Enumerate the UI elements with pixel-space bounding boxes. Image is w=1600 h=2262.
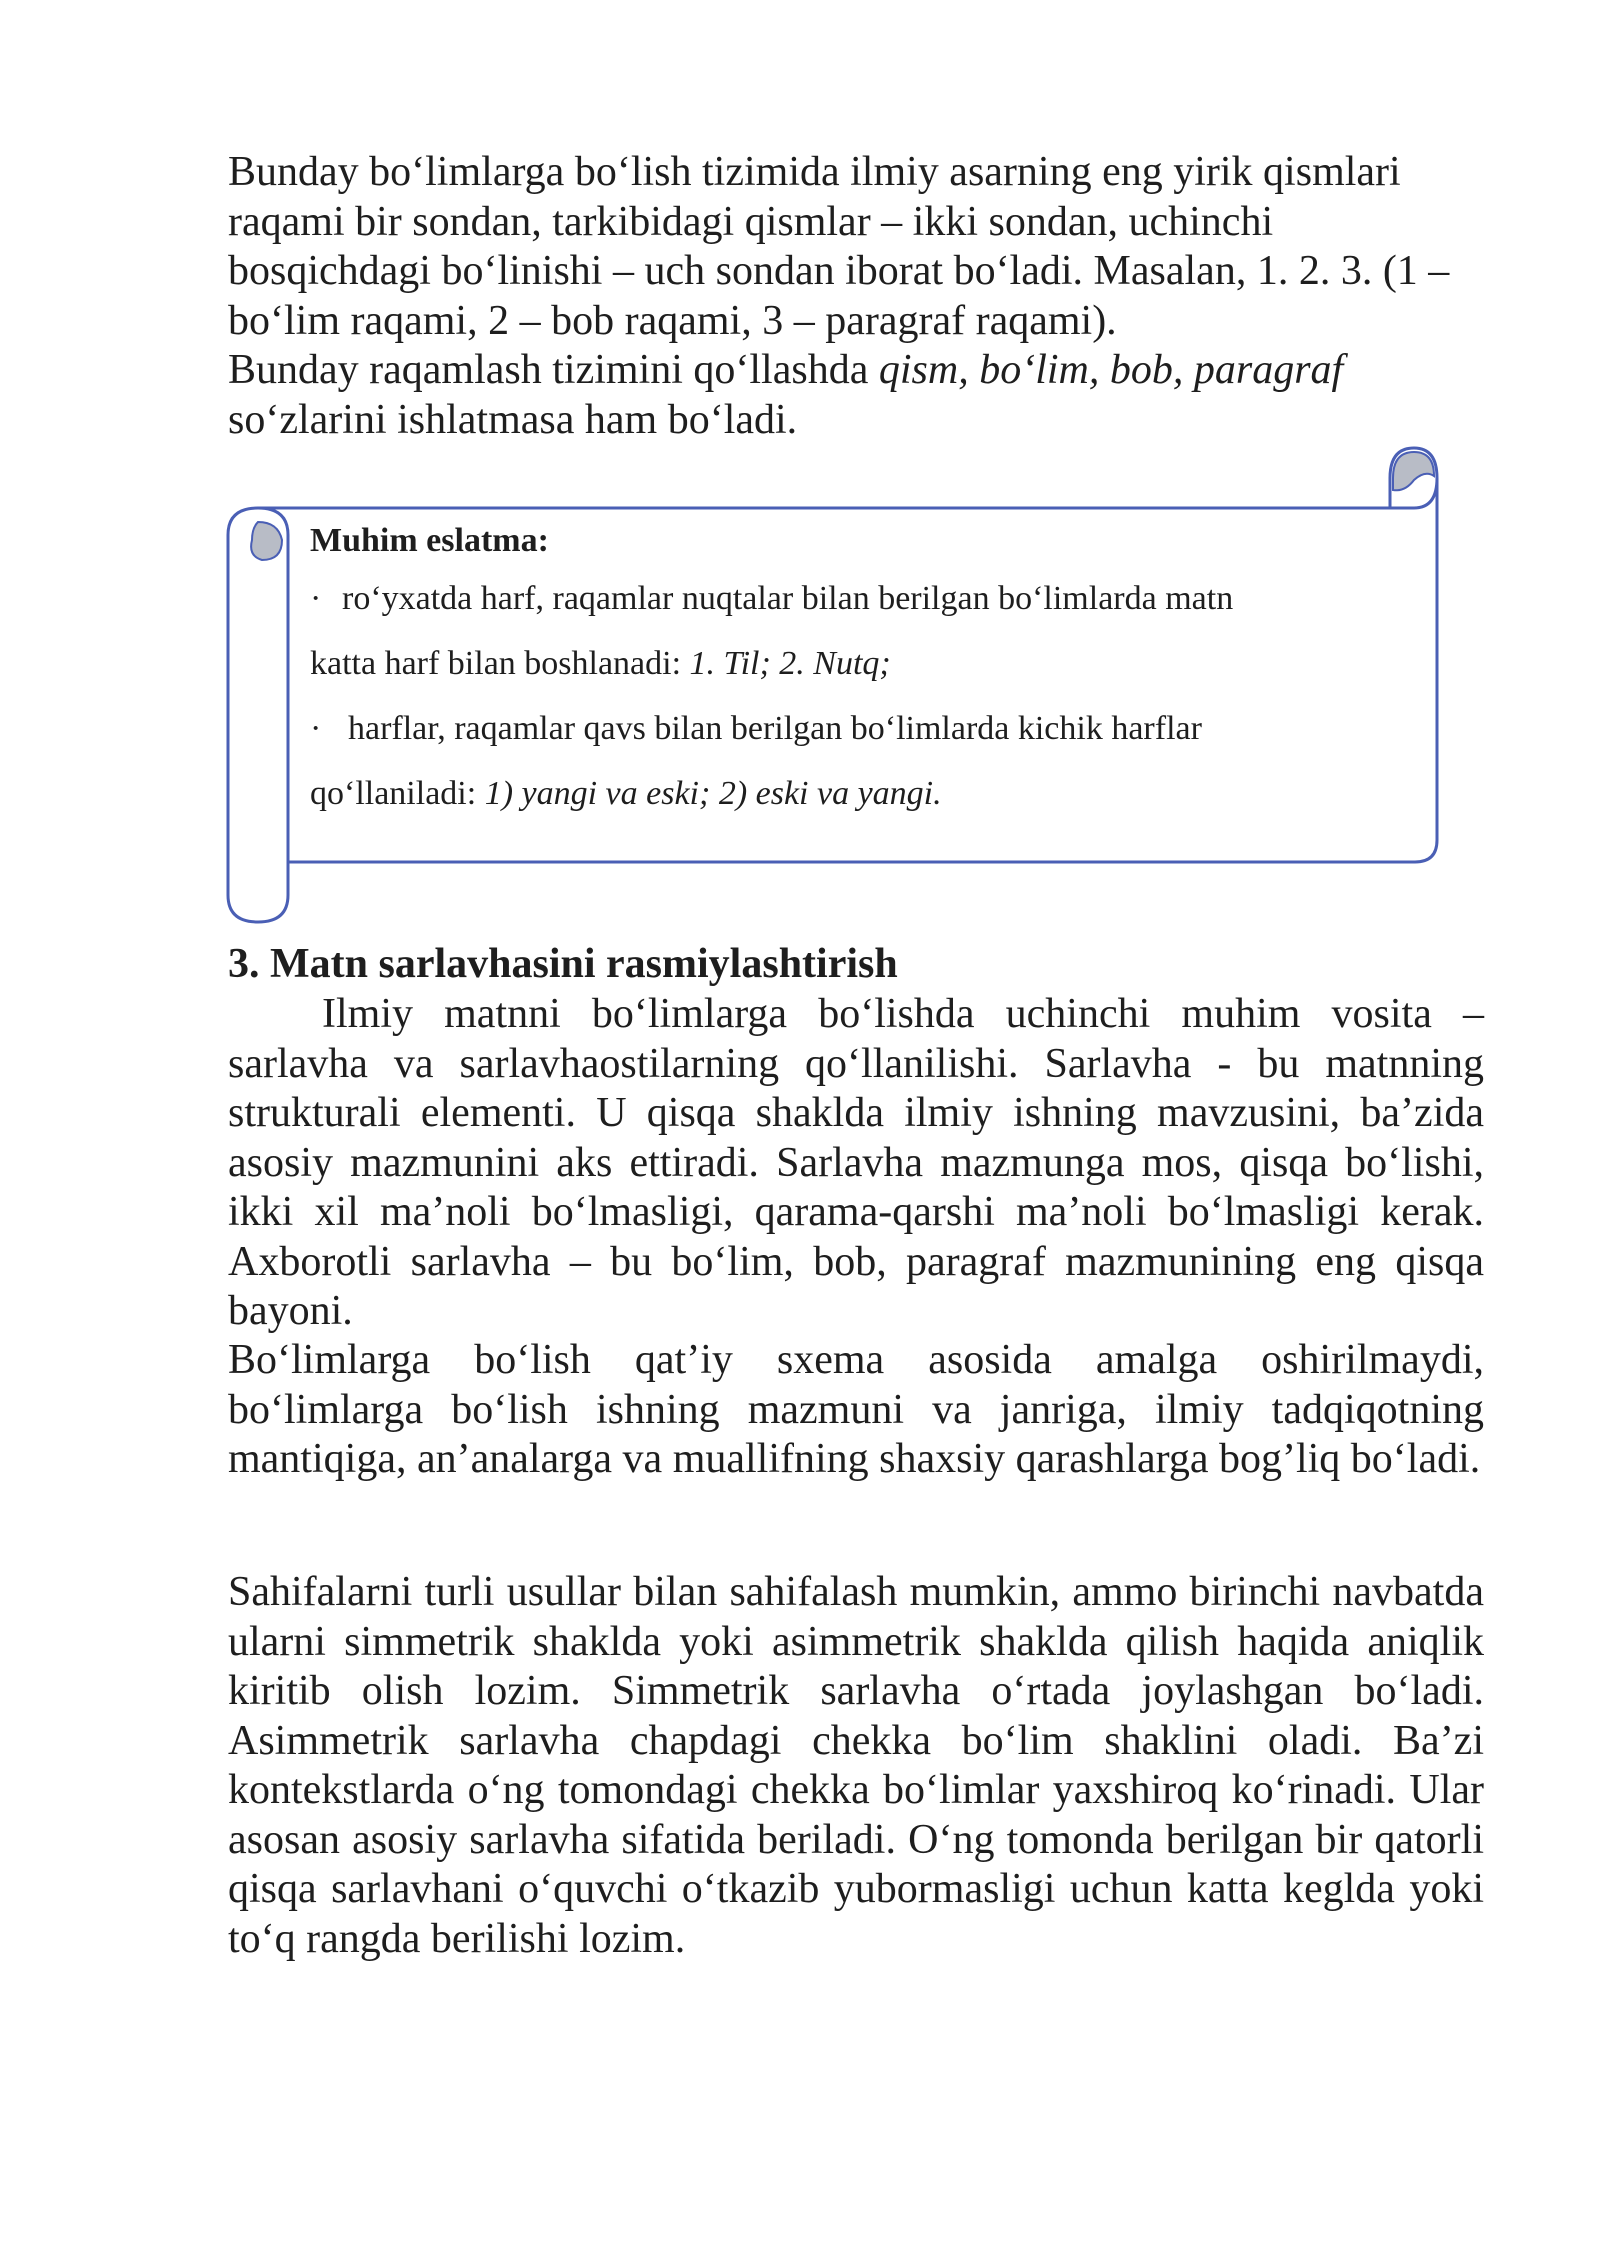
note-item-2-line-1 [310,696,1420,761]
note-item-2-example: 1) yangi va eski; 2) eski va yangi. [484,775,942,812]
note-item-1-line-2-text: katta harf bilan boshlanadi: [310,645,690,682]
note-item-2-line-2-text: qo‘llaniladi: [310,775,485,812]
bullet-icon: · [310,710,322,747]
section-paragraph-2: Bo‘limlarga bo‘lish qat’iy sxema asosida amalga oshirilmaydi, bo‘limlarga bo‘lish ishning mazmuni va janriga, ilmiy tadqiqotning mantiqiga, an’analarga va muallifning shaxsiy qarashlarga bog’liq bo‘ladi. [228,1337,1484,1482]
section-paragraph-3: Sahifalarni turli usullar bilan sahifalash mumkin, ammo birinchi navbatda ularni simmetrik shaklda yoki asimmetrik shaklda qilish haqida aniqlik kiritib olish lozim. Simmetrik sarlavha o‘rtada joylashgan bo‘ladi. Asimmetrik sarlavha chapdagi chekka bo‘lim shaklini oladi. Ba’zi kontekstlarda o‘ng tomondagi chekka bo‘limlar yaxshiroq ko‘rinadi. Ular asosan asosiy sarlavha sifatida beriladi. O‘ng tomonda berilgan bir qatorli qisqa sarlavhani o‘quvchi o‘tkazib yubormasligi uchun katta kegldа yoki to‘q rangda berilishi lozim. [228,1569,1484,1962]
intro-paragraph-2-start: Bunday raqamlash tizimini qo‘llashda [228,347,879,393]
note-item-1-line-2 [310,631,1420,696]
section-paragraph-1: Ilmiy matnni bo‘limlarga bo‘lishda uchinchi muhim vosita – sarlavha va sarlavhaostilarning qo‘llanilishi. Sarlavha - bu matnning strukturali elementi. U qisqa shaklda ilmiy ishning mavzusini, ba’zida asosiy mazmunini aks ettiradi. Sarlavha mazmunga mos, qisqa bo‘lishi, ikki xil ma’noli bo‘lmasligi, qarama-qarshi ma’noli bo‘lmasligi kerak. Axborotli sarlavha – bu bo‘lim, bob, paragraf mazmunining eng qisqa bayoni. [228,991,1484,1334]
note-box [310,516,1420,826]
scroll-curl-left [251,522,282,560]
note-item-1-text: ro‘yxatda harf, raqamlar nuqtalar bilan berilgan bo‘limlarda matn [342,580,1234,617]
note-item-2-line-2 [310,761,1420,826]
note-title: Muhim eslatma: [310,522,549,559]
bullet-icon: · [310,580,322,617]
intro-paragraph-1: Bunday bo‘limlarga bo‘lish tizimida ilmiy asarning eng yirik qismlari raqami bir sondan, tarkibidagi qismlar – ikki sondan, uchinchi bosqichdagi bo‘linishi – uch sondan iborat bo‘ladi. Masalan, 1. 2. 3. (1 – bo‘lim raqami, 2 – bob raqami, 3 – paragraf raqami). [228,149,1450,344]
scroll-curl-top-right [1393,452,1434,490]
note-item-1-example: 1. Til; 2. Nutq; [689,645,891,682]
intro-paragraph-2-end: so‘zlarini ishlatmasa ham bo‘ladi. [228,396,798,443]
note-item-1-line-1 [310,566,1420,631]
section-heading: 3. Matn sarlavhasini rasmiylashtirish [228,941,898,987]
note-item-2-text: harflar, raqamlar qavs bilan berilgan bo‘limlarda kichik harflar [348,710,1202,747]
intro-paragraph-2-italic: qism, bo‘lim, bob, paragraf [878,347,1344,393]
